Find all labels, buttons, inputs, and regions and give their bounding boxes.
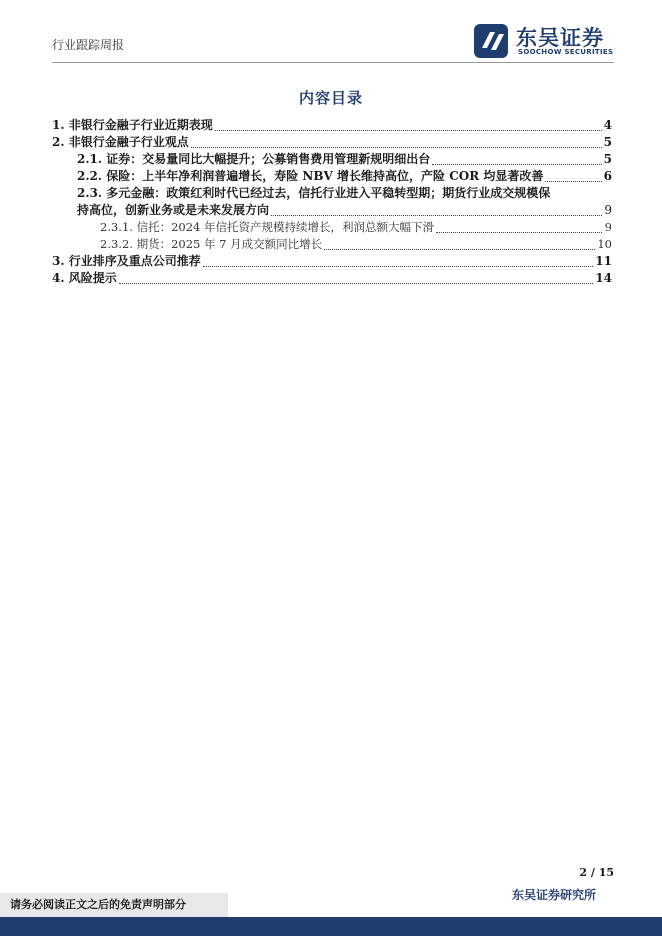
toc-leader — [203, 254, 594, 267]
toc-item-continuation — [52, 202, 612, 219]
toc-item-page: 9 — [604, 203, 612, 217]
toc-title: 内容目录 — [298, 89, 363, 107]
toc-leader — [119, 271, 594, 284]
toc-leader — [215, 118, 602, 131]
disclaimer-note: 请务必阅读正文之后的免责声明部分 — [0, 893, 228, 917]
brand-logo — [474, 22, 624, 60]
toc-item-label: 1. 非银行金融子行业近期表现 — [52, 118, 213, 132]
table-of-contents — [52, 117, 612, 287]
toc-item[interactable] — [52, 168, 612, 185]
toc-item[interactable] — [52, 219, 612, 236]
toc-item[interactable] — [52, 185, 612, 219]
toc-leader — [271, 203, 602, 216]
toc-item-label: 2.1. 证券：交易量同比大幅提升；公募销售费用管理新规明细出台 — [77, 152, 431, 166]
toc-item[interactable] — [52, 253, 612, 270]
toc-item-page: 4 — [603, 118, 612, 132]
toc-item-label-cont: 持高位，创新业务或是未来发展方向 — [77, 203, 270, 217]
toc-item-label: 2. 非银行金融子行业观点 — [52, 135, 189, 149]
toc-item-label: 2.3.1. 信托：2024 年信托资产规模持续增长，利润总额大幅下滑 — [100, 220, 434, 234]
page-number: 2 / 15 — [579, 866, 614, 879]
footer-bar — [0, 917, 662, 936]
toc-item-page: 9 — [604, 220, 612, 234]
toc-leader — [191, 135, 602, 148]
toc-item-page: 10 — [597, 237, 612, 251]
toc-item-page: 6 — [603, 169, 612, 183]
toc-item-label: 4. 风险提示 — [52, 271, 117, 285]
header-divider — [52, 62, 614, 63]
toc-leader — [545, 169, 601, 182]
toc-item-page: 11 — [595, 254, 612, 268]
logo-subtitle: SOOCHOW SECURITIES — [518, 48, 614, 56]
toc-item-label: 2.3.2. 期货：2025 年 7 月成交额同比增长 — [100, 237, 323, 251]
toc-leader — [436, 220, 602, 233]
footer-brand: 东吴证券研究所 — [512, 888, 597, 902]
toc-item[interactable] — [52, 151, 612, 168]
toc-item-label: 2.3. 多元金融：政策红利时代已经过去，信托行业进入平稳转型期；期货行业成交规模保 — [77, 186, 551, 200]
toc-item-page: 5 — [603, 135, 612, 149]
toc-item-page: 14 — [595, 271, 612, 285]
toc-item[interactable] — [52, 270, 612, 287]
toc-item-label: 2.2. 保险：上半年净利润普遍增长，寿险 NBV 增长维持高位，产险 COR 均显著改善 — [77, 169, 544, 183]
toc-item-page: 5 — [603, 152, 612, 166]
toc-item-label: 3. 行业排序及重点公司推荐 — [52, 254, 201, 268]
toc-leader — [324, 237, 595, 250]
soochow-logo-icon — [474, 24, 512, 58]
logo-name: 东吴证券 — [516, 26, 604, 50]
toc-item[interactable] — [52, 236, 612, 253]
toc-item[interactable] — [52, 134, 612, 151]
header-label: 行业跟踪周报 — [52, 38, 125, 52]
toc-item[interactable] — [52, 117, 612, 134]
toc-leader — [432, 152, 601, 165]
